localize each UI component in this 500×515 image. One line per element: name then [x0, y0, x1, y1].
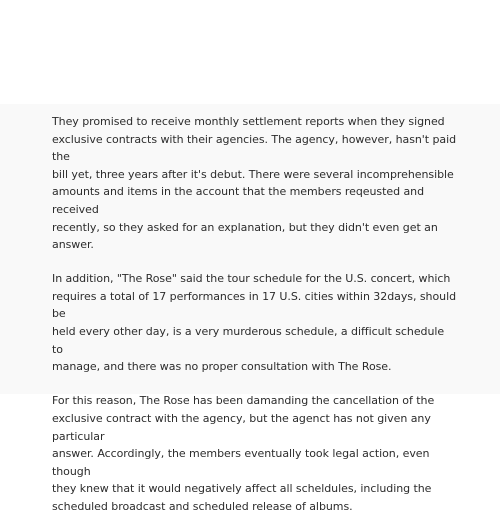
paragraph-tour-schedule: In addition, "The Rose" said the tour schedule for the U.S. concert, which requires a total of 17 performances in 17 U.S. cities within 32days, should be held every other day, is a very murderous schedule, a difficult schedule to manage, and there was no proper consultation with The Rose. [52, 272, 457, 374]
article-body [52, 113, 457, 515]
paragraph-settlement-reports: They promised to receive monthly settlement reports when they signed exclusive contracts with their agencies. The agency, however, hasn't paid the bill yet, three years after it's debut. There were several incomprehensible amounts and items in the account that the members reqeusted and received recently, so they asked for an explanation, but they didn't even get an answer. [52, 115, 457, 252]
paragraph-legal-action: For this reason, The Rose has been damanding the cancellation of the exclusive contract with the agency, but the agenct has not given any particular answer. Accordingly, the members eventually took legal action, even though they knew that it would negatively affect all scheldules, including the scheduled broadcast and scheduled release of albums. [52, 394, 435, 513]
